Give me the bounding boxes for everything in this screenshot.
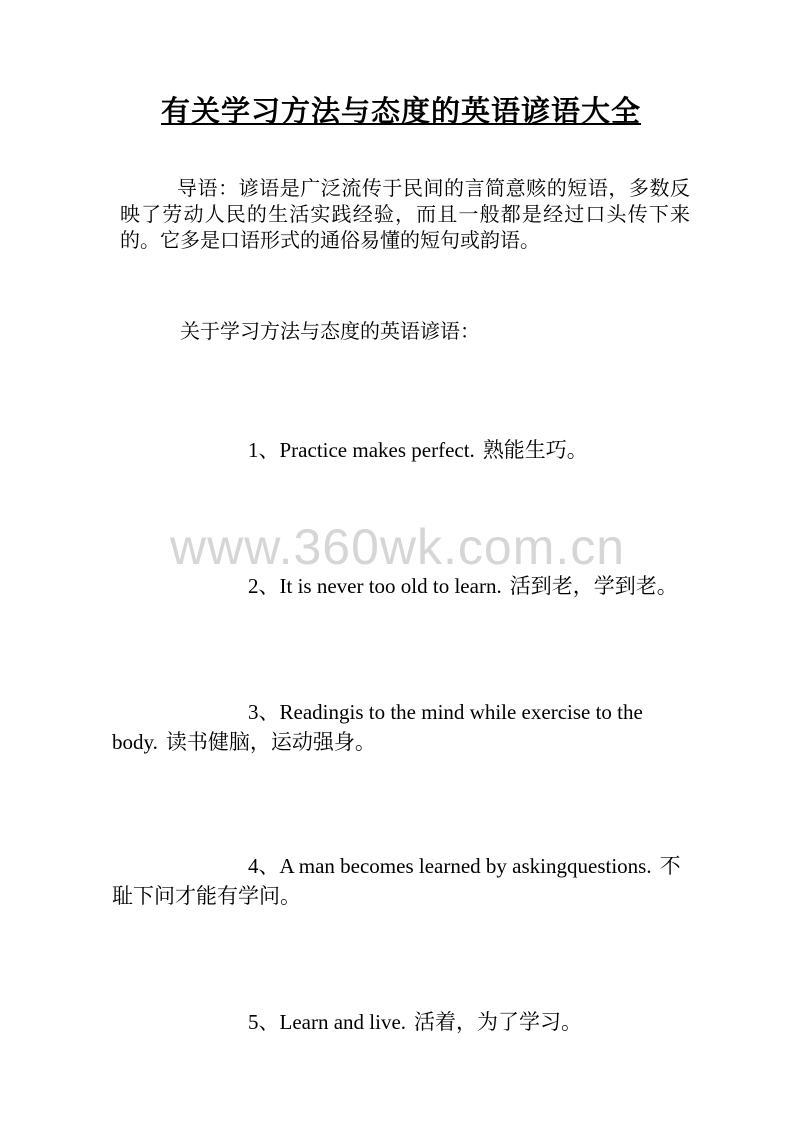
proverb-chinese: 活到老，学到老。 (509, 573, 678, 598)
item-number: 2、 (248, 573, 280, 598)
section-heading: 关于学习方法与态度的英语谚语： (180, 320, 480, 343)
proverb-english: Learn and live. (279, 1009, 407, 1034)
item-number: 1、 (248, 437, 280, 462)
page-title: 有关学习方法与态度的英语谚语大全 (160, 96, 641, 128)
proverb-chinese: 不耻下问才能有学问。 (112, 853, 681, 908)
proverb-chinese: 读书健脑，运动强身。 (165, 729, 376, 754)
proverb-english: A man becomes learned by askingquestions. (279, 853, 652, 878)
proverb-chinese: 活着，为了学习。 (414, 1009, 583, 1034)
proverb-english: Practice makes perfect. (279, 437, 475, 462)
item-number: 5、 (248, 1009, 280, 1034)
proverb-item-3 (112, 697, 690, 757)
proverb-item-2 (112, 571, 690, 601)
item-number: 3、 (248, 699, 280, 724)
proverb-english: Readingis to the mind while exercise to the body. (112, 699, 643, 754)
proverb-chinese: 熟能生巧。 (482, 437, 588, 462)
proverb-english: It is never too old to learn. (279, 573, 502, 598)
intro-paragraph: 导语：谚语是广泛流传于民间的言简意赅的短语，多数反映了劳动人民的生活实践经验，而且一般都是经过口头传下来的。它多是口语形式的通俗易懂的短句或韵语。 (120, 177, 690, 252)
proverb-item-5 (112, 1007, 690, 1037)
watermark-text: www.360wk.com.cn (170, 519, 626, 575)
proverb-item-1 (112, 435, 690, 465)
item-number: 4、 (248, 853, 280, 878)
proverb-item-4 (112, 851, 690, 911)
